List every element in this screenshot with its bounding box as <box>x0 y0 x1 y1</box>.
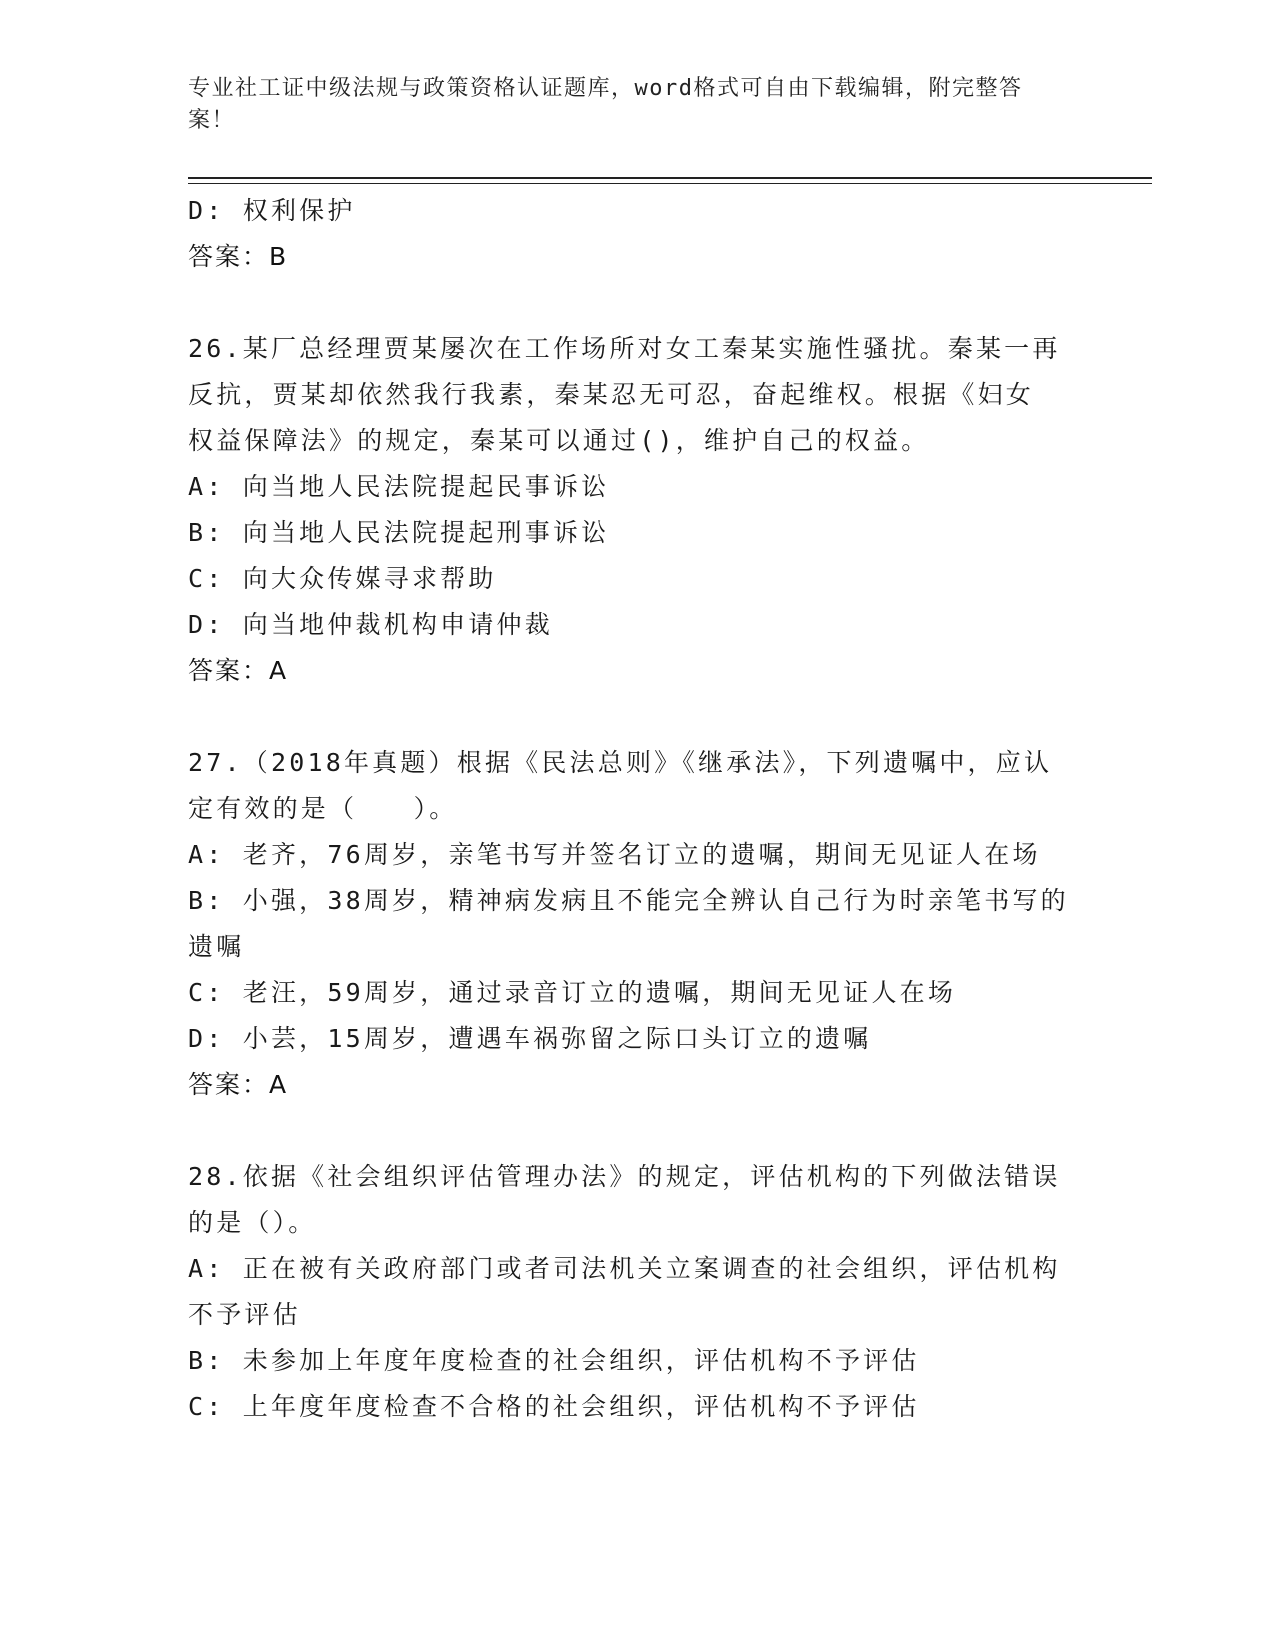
option-a-continued: 不予评估 <box>188 1300 301 1329</box>
header-line-1: 专业社工证中级法规与政策资格认证题库，word格式可自由下载编辑，附完整答 <box>188 76 1023 101</box>
answer-line: 答案：B <box>188 242 289 271</box>
question-text-line: 定有效的是（ ）。 <box>188 794 458 823</box>
option-b: B: 向当地人民法院提起刑事诉讼 <box>188 518 610 547</box>
question-block-28 <box>188 1154 1088 1430</box>
question-text-line: 的是（）。 <box>188 1208 317 1237</box>
option-d: D: 向当地仲裁机构申请仲裁 <box>188 610 553 639</box>
option-c: C: 上年度年度检查不合格的社会组织，评估机构不予评估 <box>188 1392 920 1421</box>
question-text-line: 权益保障法》的规定，秦某可以通过()，维护自己的权益。 <box>188 426 930 455</box>
question-block <box>188 188 1088 280</box>
page-header <box>188 73 1078 137</box>
option-d: D: 权利保护 <box>188 196 356 225</box>
spacer <box>188 694 1088 740</box>
option-a: A: 向当地人民法院提起民事诉讼 <box>188 472 610 501</box>
option-b: B: 未参加上年度年度检查的社会组织，评估机构不予评估 <box>188 1346 920 1375</box>
option-c: C: 向大众传媒寻求帮助 <box>188 564 497 593</box>
header-line-2: 案！ <box>188 108 236 133</box>
option-a: A: 正在被有关政府部门或者司法机关立案调查的社会组织，评估机构 <box>188 1254 1061 1283</box>
answer-line: 答案：A <box>188 1070 289 1099</box>
question-text-line: 反抗，贾某却依然我行我素，秦某忍无可忍，奋起维权。根据《妇女 <box>188 380 1035 409</box>
question-block-27 <box>188 740 1088 1108</box>
spacer <box>188 1108 1088 1154</box>
option-d: D: 小芸，15周岁，遭遇车祸弥留之际口头订立的遗嘱 <box>188 1024 872 1053</box>
question-text-line: 27.（2018年真题）根据《民法总则》《继承法》，下列遗嘱中，应认 <box>188 748 1053 777</box>
header-rule-thick <box>188 177 1152 179</box>
answer-line: 答案：A <box>188 656 289 685</box>
spacer <box>188 280 1088 326</box>
option-a: A: 老齐，76周岁，亲笔书写并签名订立的遗嘱，期间无见证人在场 <box>188 840 1041 869</box>
document-body <box>188 188 1088 1430</box>
option-b-continued: 遗嘱 <box>188 932 245 961</box>
option-b: B: 小强，38周岁，精神病发病且不能完全辨认自己行为时亲笔书写的 <box>188 886 1069 915</box>
question-text-line: 26.某厂总经理贾某屡次在工作场所对女工秦某实施性骚扰。秦某一再 <box>188 334 1061 363</box>
header-rule-thin <box>188 183 1152 184</box>
option-c: C: 老汪，59周岁，通过录音订立的遗嘱，期间无见证人在场 <box>188 978 957 1007</box>
question-text-line: 28.依据《社会组织评估管理办法》的规定，评估机构的下列做法错误 <box>188 1162 1061 1191</box>
question-block-26 <box>188 326 1088 694</box>
